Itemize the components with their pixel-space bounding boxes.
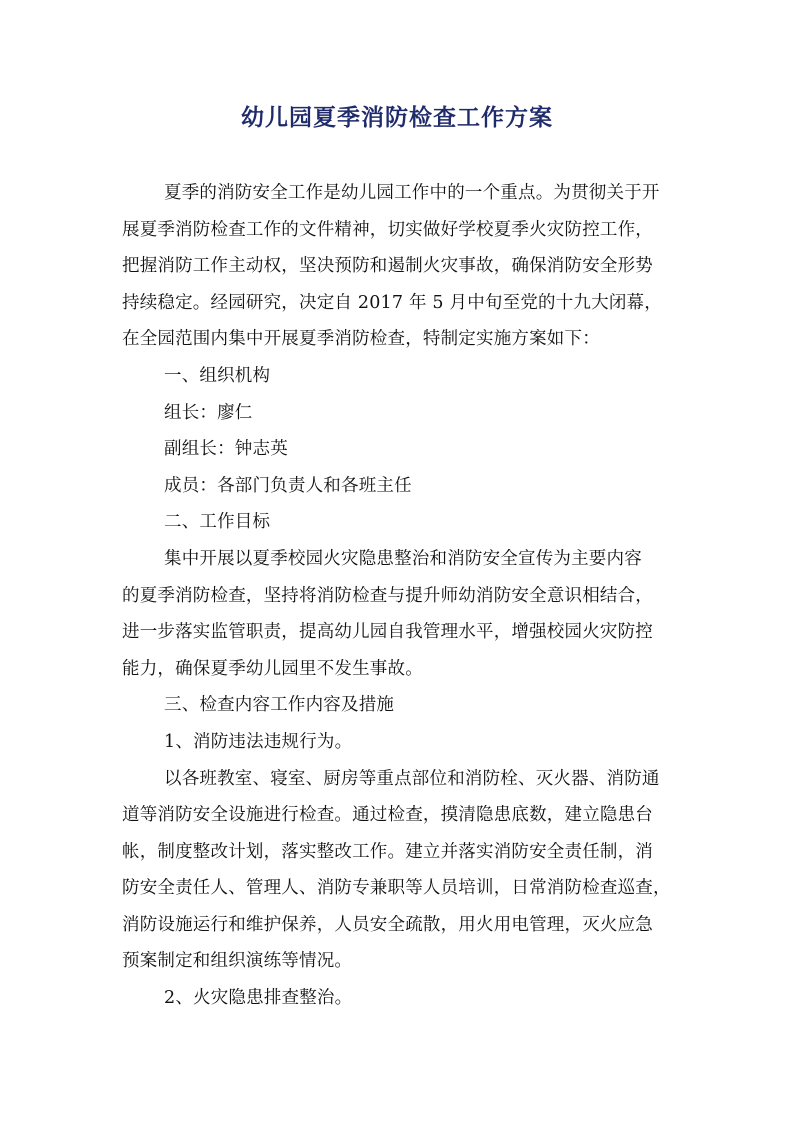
paragraph-deputy-leader	[122, 431, 682, 468]
text-line: 三、检查内容工作内容及措施	[164, 695, 395, 716]
text-line: 在全园范围内集中开展夏季消防检查，特制定实施方案如下：	[122, 329, 600, 350]
text-line: 以各班教室、寝室、厨房等重点部位和消防栓、灭火器、消防通	[164, 768, 660, 789]
subheading-hazard-rectification	[122, 980, 682, 1017]
text-line: 1、消防违法违规行为。	[164, 731, 353, 752]
text-line: 消防设施运行和维护保养，人员安全疏散，用火用电管理，灭火应急	[122, 914, 653, 935]
section-heading-goals	[122, 504, 682, 541]
text-line: 的夏季消防检查，坚持将消防检查与提升师幼消防安全意识相结合，	[122, 585, 653, 606]
paragraph-inspection-details	[122, 761, 682, 981]
text-line: 进一步落实监管职责，提高幼儿园自我管理水平，增强校园火灾防控	[122, 622, 653, 643]
text-line: 一、组织机构	[164, 365, 271, 386]
document-title: 幼儿园夏季消防检查工作方案	[241, 104, 553, 131]
text-line: 持续稳定。经园研究，决定自 2017 年 5 月中旬至党的十九大闭幕，	[122, 292, 662, 313]
text-line: 帐，制度整改计划，落实整改工作。建立并落实消防安全责任制，消	[122, 841, 653, 862]
text-line: 副组长：钟志英	[164, 439, 288, 460]
paragraph-leader	[122, 395, 682, 432]
text-line: 集中开展以夏季校园火灾隐患整治和消防安全宣传为主要内容	[164, 548, 642, 569]
text-line: 2、火灾隐患排查整治。	[164, 988, 353, 1009]
text-line: 道等消防安全设施进行检查。通过检查，摸清隐患底数，建立隐患台	[122, 805, 653, 826]
subheading-violations	[122, 724, 682, 761]
text-line: 组长：廖仁	[164, 402, 253, 423]
text-line: 二、工作目标	[164, 512, 271, 533]
text-line: 展夏季消防检查工作的文件精神，切实做好学校夏季火灾防控工作，	[122, 219, 653, 240]
text-line: 预案制定和组织演练等情况。	[122, 951, 353, 972]
paragraph-members	[122, 468, 682, 505]
text-line: 成员：各部门负责人和各班主任	[164, 475, 412, 496]
section-heading-measures	[122, 687, 682, 724]
text-line: 能力，确保夏季幼儿园里不发生事故。	[122, 658, 423, 679]
text-line: 夏季的消防安全工作是幼儿园工作中的一个重点。为贯彻关于开	[164, 183, 660, 203]
paragraph-intro	[122, 175, 682, 358]
section-heading-organization	[122, 358, 682, 395]
paragraph-goals	[122, 541, 682, 687]
text-line: 把握消防工作主动权，坚决预防和遏制火灾事故，确保消防安全形势	[122, 256, 653, 277]
document-body	[122, 175, 682, 1017]
text-line: 防安全责任人、管理人、消防专兼职等人员培训，日常消防检查巡查，	[122, 878, 671, 899]
